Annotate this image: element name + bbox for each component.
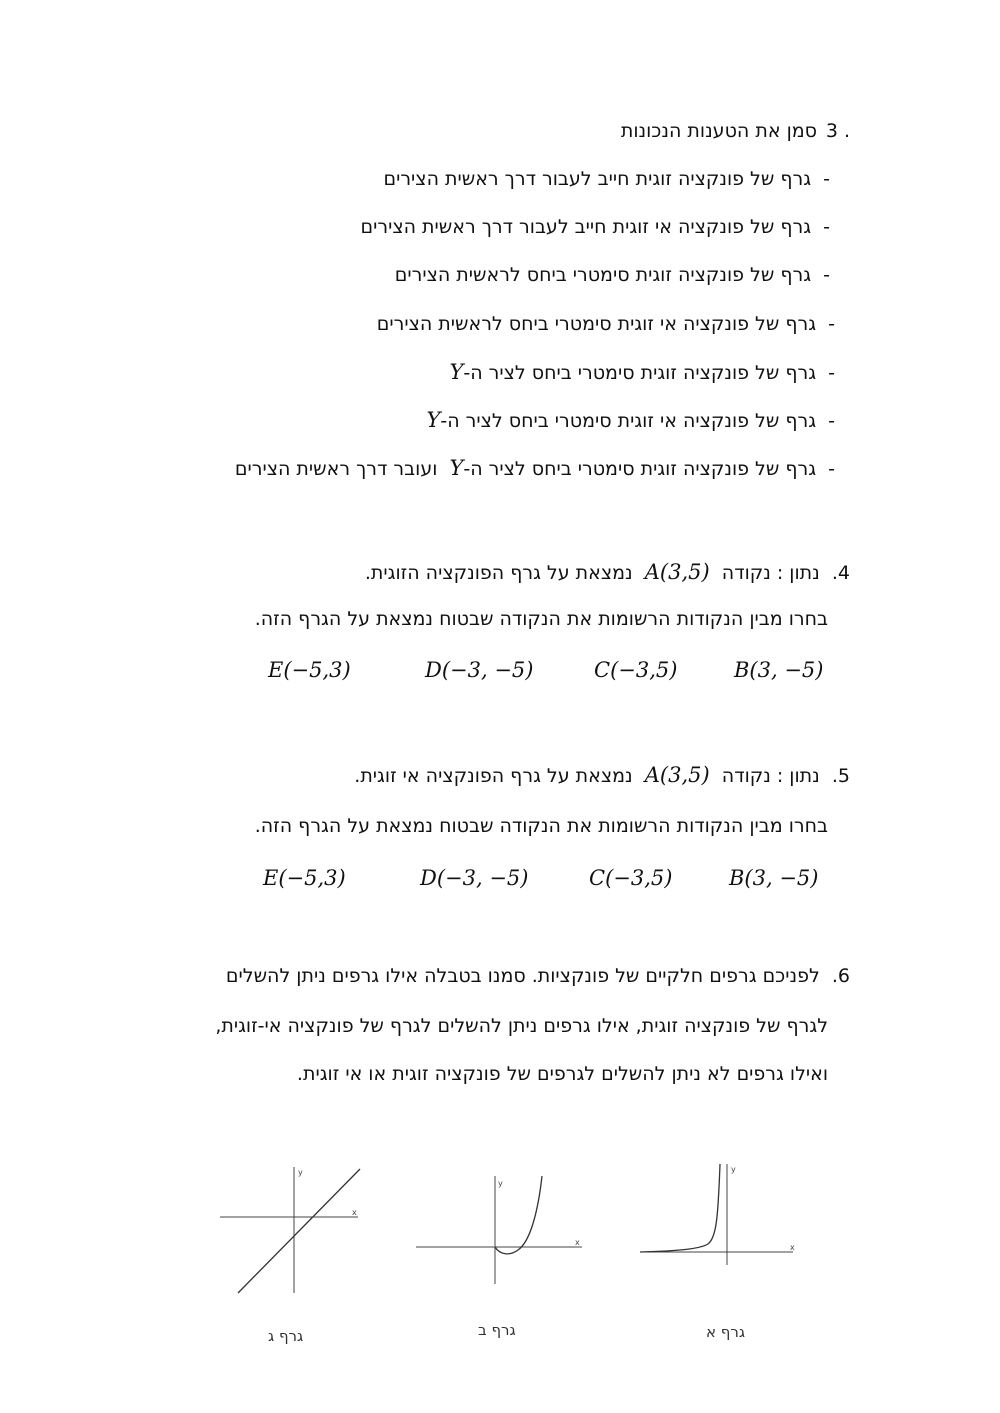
y-axis-label: y bbox=[498, 1179, 503, 1188]
q3-statement-2: - גרף של פונקציה אי זוגית חייב לעבור דרך ראשית הצירים bbox=[360, 216, 830, 238]
axis-variable: Y bbox=[426, 408, 441, 432]
q6-line-2: לגרף של פונקציה זוגית, אילו גרפים ניתן להשלים לגרף של פונקציה אי-זוגית, bbox=[215, 1015, 828, 1037]
graph-c-label: גרף ג bbox=[268, 1327, 304, 1345]
q5-given: 5. נתון : נקודה A(3,5) נמצאת על גרף הפונקציה אי זוגית. bbox=[354, 763, 850, 787]
q5-option-d: D(−3, −5) bbox=[420, 866, 529, 890]
q6-line-1: 6. לפניכם גרפים חלקיים של פונקציות. סמנו בטבלה אילו גרפים ניתן להשלים bbox=[225, 965, 850, 987]
y-axis-label: y bbox=[731, 1165, 736, 1174]
q6-line-3: ואילו גרפים לא ניתן להשלים לגרפים של פונקציה זוגית או אי זוגית. bbox=[296, 1063, 828, 1085]
q4-option-d: D(−3, −5) bbox=[425, 658, 534, 682]
y-axis-label: y bbox=[298, 1168, 303, 1177]
statement-dash: - bbox=[816, 362, 835, 384]
q3-title: סמן את הטענות הנכונות bbox=[620, 120, 817, 142]
q3-statement-6: - גרף של פונקציה אי זוגית סימטרי ביחס לציר ה-Y bbox=[426, 408, 835, 432]
q4-point-a: A(3,5) bbox=[644, 560, 710, 584]
x-axis-label: x bbox=[575, 1238, 580, 1247]
q5-option-e: E(−5,3) bbox=[263, 866, 346, 890]
graph-a bbox=[638, 1160, 803, 1270]
statement-dash: - bbox=[811, 216, 830, 238]
q4-option-b: B(3, −5) bbox=[734, 658, 824, 682]
x-axis-label: x bbox=[352, 1208, 357, 1217]
q4-option-e: E(−5,3) bbox=[268, 658, 351, 682]
q3-statement-3: - גרף של פונקציה זוגית סימטרי ביחס לראשית הצירים bbox=[394, 264, 830, 286]
q3-header: 3 . bbox=[825, 120, 850, 142]
axis-variable: Y bbox=[449, 456, 464, 480]
statement-dash: - bbox=[816, 458, 835, 480]
graph-a-label: גרף א bbox=[706, 1323, 746, 1341]
q5-option-b: B(3, −5) bbox=[729, 866, 819, 890]
statement-dash: - bbox=[811, 264, 830, 286]
axis-variable: Y bbox=[449, 360, 464, 384]
x-axis-label: x bbox=[790, 1243, 795, 1252]
q5-point-a: A(3,5) bbox=[644, 763, 710, 787]
q5-instruction: בחרו מבין הנקודות הרשומות את הנקודה שבטוח נמצאת על הגרף הזה. bbox=[254, 815, 828, 837]
statement-dash: - bbox=[811, 168, 830, 190]
graph-c bbox=[218, 1165, 368, 1295]
q4-given: 4. נתון : נקודה A(3,5) נמצאת על גרף הפונקציה הזוגית. bbox=[364, 560, 850, 584]
q3-number: 3 bbox=[825, 120, 838, 142]
q3-statement-4: - גרף של פונקציה אי זוגית סימטרי ביחס לראשית הצירים bbox=[376, 313, 835, 335]
q4-option-c: C(−3,5) bbox=[594, 658, 678, 682]
q3-statement-5: - גרף של פונקציה זוגית סימטרי ביחס לציר ה-Y bbox=[449, 360, 835, 384]
q5-number: 5. bbox=[831, 765, 850, 787]
q4-instruction: בחרו מבין הנקודות הרשומות את הנקודה שבטוח נמצאת על הגרף הזה. bbox=[254, 608, 828, 630]
graph-b-label: גרף ב bbox=[478, 1321, 516, 1339]
q3-statement-1: - גרף של פונקציה זוגית חייב לעבור דרך ראשית הצירים bbox=[383, 168, 830, 190]
q5-option-c: C(−3,5) bbox=[589, 866, 673, 890]
q4-number: 4. bbox=[831, 562, 850, 584]
statement-dash: - bbox=[816, 313, 835, 335]
curve bbox=[238, 1169, 360, 1293]
graph-b bbox=[414, 1172, 589, 1287]
statement-dash: - bbox=[816, 410, 835, 432]
q3-statement-7: - גרף של פונקציה זוגית סימטרי ביחס לציר ה-Y ועובר דרך ראשית הצירים bbox=[234, 456, 835, 480]
curve bbox=[640, 1164, 720, 1252]
q6-number: 6. bbox=[831, 965, 850, 987]
